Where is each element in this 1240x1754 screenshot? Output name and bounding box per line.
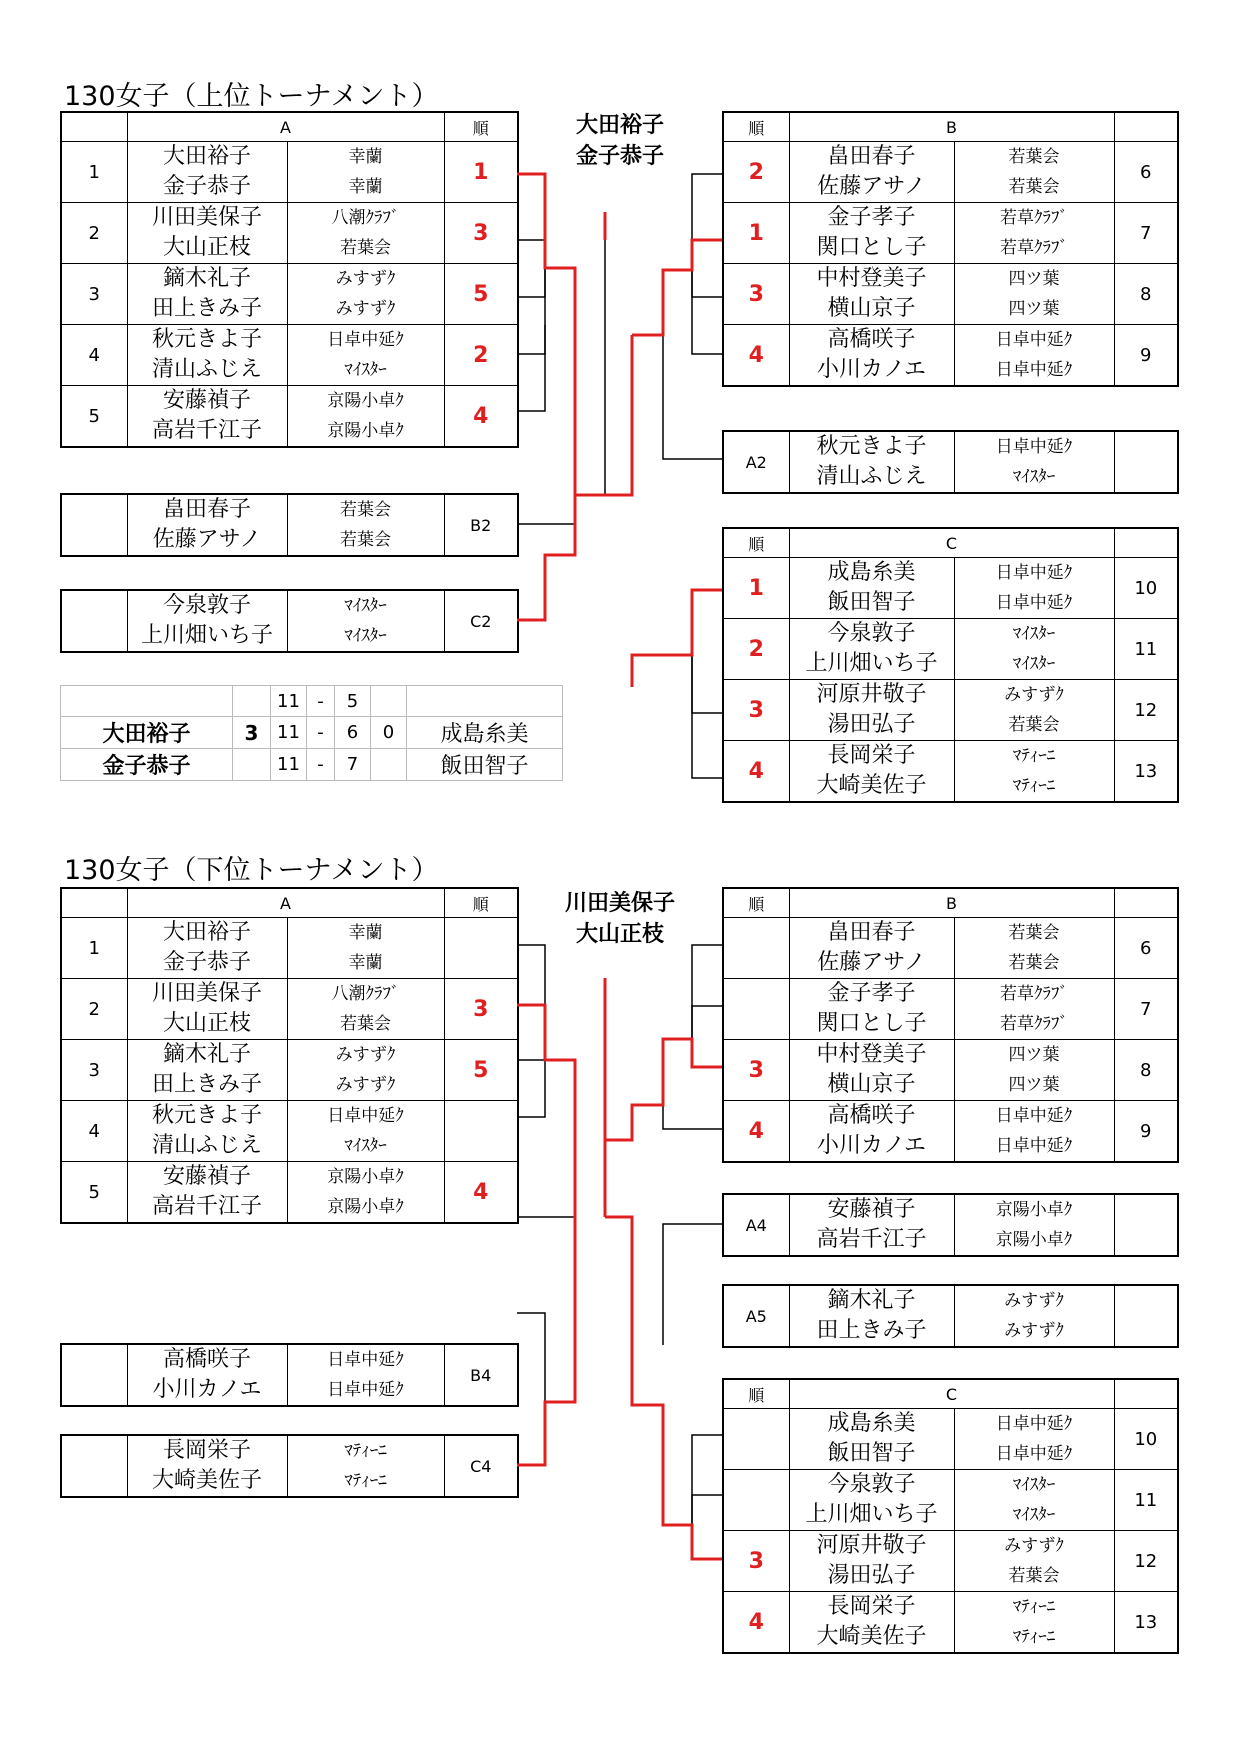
club-name: 若草ｸﾗﾌﾞ bbox=[1000, 208, 1068, 228]
club-name: みすずｸ bbox=[1004, 1536, 1064, 1556]
entry-number: 1 bbox=[61, 918, 127, 979]
rank-value: 4 bbox=[723, 325, 789, 387]
player-name: 金子恭子 bbox=[162, 950, 251, 975]
seed-label: B4 bbox=[444, 1344, 518, 1406]
group-header: A bbox=[127, 888, 444, 918]
bracket-line bbox=[692, 945, 722, 1039]
bracket-line bbox=[517, 1313, 575, 1402]
club-name: 京陽小卓ｸ bbox=[327, 1197, 404, 1217]
player-name: 鏑木礼子 bbox=[162, 266, 251, 291]
rank-value: 3 bbox=[723, 680, 789, 741]
player-name: 佐藤アサノ bbox=[817, 174, 926, 199]
winner-path bbox=[517, 174, 632, 495]
entry-number: 8 bbox=[1114, 1040, 1178, 1101]
player-name: 大山正枝 bbox=[162, 235, 251, 260]
bracket-line bbox=[517, 268, 545, 297]
bracket-line bbox=[692, 240, 722, 297]
rank-header: 順 bbox=[444, 888, 518, 918]
club-name: 日卓中延ｸ bbox=[327, 330, 404, 350]
rank-value: 1 bbox=[723, 558, 789, 619]
club-name: ﾏｲｽﾀｰ bbox=[344, 596, 387, 616]
player-name: 秋元きよ子 bbox=[816, 434, 927, 459]
upper-title: 130女子（上位トーナメント） bbox=[64, 81, 439, 112]
club-name: 日卓中延ｸ bbox=[327, 1106, 404, 1126]
entry-number: 13 bbox=[1114, 741, 1178, 803]
club-name: みすずｸ bbox=[1004, 1321, 1064, 1341]
club-name: 若草ｸﾗﾌﾞ bbox=[1000, 984, 1068, 1004]
club-name: 日卓中延ｸ bbox=[995, 1414, 1073, 1434]
game-score: 11 bbox=[271, 717, 307, 749]
bracket-line bbox=[517, 1009, 545, 1060]
rank-header: 順 bbox=[723, 888, 789, 918]
player-name: 今泉敦子 bbox=[827, 621, 916, 646]
winner-name: 大山正枝 bbox=[575, 922, 664, 947]
player-name: 大崎美佐子 bbox=[816, 773, 927, 798]
bracket-line bbox=[517, 212, 545, 240]
player-name: 上川畑いち子 bbox=[140, 623, 273, 648]
club-name: 幸蘭 bbox=[348, 177, 383, 197]
club-name: 若葉会 bbox=[1008, 715, 1060, 735]
player-name: 大崎美佐子 bbox=[816, 1624, 927, 1649]
entry-number: 7 bbox=[1114, 203, 1178, 264]
player-name: 成島糸美 bbox=[827, 1411, 916, 1436]
winner-path bbox=[632, 240, 722, 335]
entry-number: 6 bbox=[1114, 918, 1178, 979]
entry-number: 11 bbox=[1114, 1470, 1178, 1531]
club-name: ﾏﾃｨｰﾆ bbox=[1012, 1627, 1056, 1647]
rank-value: 4 bbox=[723, 741, 789, 803]
club-name: 幸蘭 bbox=[348, 147, 383, 167]
club-name: ﾏﾃｨｰﾆ bbox=[1012, 776, 1056, 796]
player-name: 清山ふじえ bbox=[151, 1133, 262, 1158]
club-name: ﾏｲｽﾀｰ bbox=[1012, 467, 1056, 487]
entry-number: 6 bbox=[1114, 142, 1178, 203]
club-name: ﾏｲｽﾀｰ bbox=[344, 1136, 387, 1156]
player-name: 高橋咲子 bbox=[162, 1347, 251, 1372]
bracket-line bbox=[663, 1105, 722, 1129]
player-name: 秋元きよ子 bbox=[151, 327, 262, 352]
seed-label: A4 bbox=[723, 1194, 789, 1256]
game-score: 6 bbox=[335, 717, 371, 749]
game-score: 7 bbox=[335, 749, 371, 781]
club-name: 日卓中延ｸ bbox=[327, 1380, 404, 1400]
lower-title: 130女子（下位トーナメント） bbox=[64, 855, 439, 886]
rank-value: 3 bbox=[723, 1531, 789, 1592]
club-name: ﾏｲｽﾀｰ bbox=[1012, 1505, 1056, 1525]
rank-value: 5 bbox=[444, 264, 518, 325]
entry-number: 7 bbox=[1114, 979, 1178, 1040]
rank-value: 4 bbox=[723, 1592, 789, 1654]
club-name: ﾏﾃｨｰﾆ bbox=[1012, 746, 1056, 766]
bracket-line bbox=[517, 1009, 545, 1117]
club-name: 若葉会 bbox=[1008, 1566, 1060, 1586]
player-name: 関口とし子 bbox=[816, 235, 927, 260]
bracket-line bbox=[692, 1495, 722, 1525]
player-name: 高岩千江子 bbox=[151, 1194, 262, 1219]
game-score: 5 bbox=[335, 686, 371, 717]
rank-value: 2 bbox=[723, 142, 789, 203]
club-name: 四ツ葉 bbox=[1008, 299, 1060, 319]
player-name: 佐藤アサノ bbox=[817, 950, 926, 975]
player-name: 大田裕子 bbox=[162, 920, 251, 945]
player-name: 湯田弘子 bbox=[827, 1563, 916, 1588]
rank-value: 5 bbox=[444, 1040, 518, 1101]
player-name: 高岩千江子 bbox=[151, 418, 262, 443]
seed-label: B2 bbox=[444, 494, 518, 556]
entry-number: 12 bbox=[1114, 1531, 1178, 1592]
club-name: 四ツ葉 bbox=[1008, 269, 1060, 289]
player-name: 成島糸美 bbox=[827, 560, 916, 585]
club-name: 日卓中延ｸ bbox=[995, 437, 1073, 457]
winner-path bbox=[517, 1217, 575, 1465]
player-name: 畠田春子 bbox=[162, 497, 251, 522]
bracket-line bbox=[517, 268, 545, 411]
club-name: 八潮ｸﾗﾌﾞ bbox=[331, 984, 400, 1004]
player-name: 河原井敬子 bbox=[816, 1533, 927, 1558]
club-name: 幸蘭 bbox=[348, 923, 383, 943]
club-name: 京陽小卓ｸ bbox=[995, 1200, 1073, 1220]
bracket-line bbox=[517, 325, 545, 354]
player-name: 佐藤アサノ bbox=[152, 527, 262, 552]
club-name: みすずｸ bbox=[335, 299, 396, 319]
entry-number: 4 bbox=[61, 325, 127, 386]
rank-value: 3 bbox=[723, 1040, 789, 1101]
club-name: みすずｸ bbox=[1004, 1291, 1064, 1311]
player-name: 大田裕子 bbox=[162, 144, 251, 169]
club-name: 若葉会 bbox=[340, 500, 391, 520]
club-name: ﾏｲｽﾀｰ bbox=[1012, 1475, 1056, 1495]
rank-value: 4 bbox=[444, 386, 518, 448]
player-name: 安藤禎子 bbox=[827, 1197, 916, 1222]
left-sets: 3 bbox=[233, 717, 271, 749]
game-score: 11 bbox=[271, 686, 307, 717]
bracket-line bbox=[692, 1006, 722, 1039]
player-name: 今泉敦子 bbox=[827, 1472, 916, 1497]
club-name: ﾏｲｽﾀｰ bbox=[344, 626, 387, 646]
entry-number: 10 bbox=[1114, 1409, 1178, 1470]
club-name: 四ツ葉 bbox=[1008, 1075, 1060, 1095]
rank-header: 順 bbox=[723, 112, 789, 142]
player-name: 清山ふじえ bbox=[151, 357, 262, 382]
player-name: 関口とし子 bbox=[816, 1011, 927, 1036]
club-name: みすずｸ bbox=[1004, 685, 1064, 705]
rank-value: 2 bbox=[444, 325, 518, 386]
score-opponent-name: 飯田智子 bbox=[407, 749, 563, 781]
player-name: 上川畑いち子 bbox=[805, 651, 938, 676]
club-name: ﾏﾃｨｰﾆ bbox=[344, 1441, 387, 1461]
group-header: A bbox=[127, 112, 444, 142]
player-name: 田上きみ子 bbox=[151, 1072, 262, 1097]
club-name: ﾏﾃｨｰﾆ bbox=[344, 1471, 387, 1491]
club-name: 若草ｸﾗﾌﾞ bbox=[1000, 238, 1068, 258]
player-name: 中村登美子 bbox=[816, 266, 927, 291]
player-name: 小川カノエ bbox=[817, 1133, 926, 1158]
club-name: 日卓中延ｸ bbox=[995, 360, 1073, 380]
bracket-line bbox=[692, 1435, 722, 1525]
bracket-line bbox=[692, 655, 722, 778]
club-name: ﾏｲｽﾀｰ bbox=[1012, 624, 1056, 644]
seed-label: C2 bbox=[444, 590, 518, 652]
winner-name: 金子恭子 bbox=[575, 144, 664, 169]
club-name: みすずｸ bbox=[335, 269, 396, 289]
club-name: 京陽小卓ｸ bbox=[995, 1230, 1073, 1250]
club-name: 若葉会 bbox=[340, 530, 391, 550]
score-player-name: 金子恭子 bbox=[61, 749, 233, 781]
group-header: B bbox=[789, 888, 1114, 918]
entry-number: 1 bbox=[61, 142, 127, 203]
game-dash: - bbox=[307, 749, 335, 781]
player-name: 安藤禎子 bbox=[162, 1164, 251, 1189]
rank-value: 1 bbox=[723, 203, 789, 264]
player-name: 飯田智子 bbox=[827, 590, 916, 615]
player-name: 小川カノエ bbox=[152, 1377, 262, 1402]
player-name: 金子孝子 bbox=[827, 205, 916, 230]
club-name: 若葉会 bbox=[340, 1014, 391, 1034]
player-name: 川田美保子 bbox=[151, 205, 262, 230]
game-dash: - bbox=[307, 717, 335, 749]
entry-number: 10 bbox=[1114, 558, 1178, 619]
club-name: 日卓中延ｸ bbox=[995, 330, 1073, 350]
entry-number: 5 bbox=[61, 1162, 127, 1224]
entry-number: 13 bbox=[1114, 1592, 1178, 1654]
player-name: 横山京子 bbox=[827, 296, 916, 321]
player-name: 長岡栄子 bbox=[162, 1438, 251, 1463]
entry-number: 3 bbox=[61, 264, 127, 325]
rank-value: 2 bbox=[723, 619, 789, 680]
player-name: 田上きみ子 bbox=[151, 296, 262, 321]
group-header: C bbox=[789, 528, 1114, 558]
rank-value: 3 bbox=[444, 203, 518, 264]
player-name: 河原井敬子 bbox=[816, 682, 927, 707]
player-name: 鏑木礼子 bbox=[827, 1288, 916, 1313]
player-name: 畠田春子 bbox=[827, 144, 916, 169]
bracket-line bbox=[663, 1224, 722, 1345]
winner-path bbox=[517, 495, 575, 620]
player-name: 高橋咲子 bbox=[827, 327, 916, 352]
rank-value: 4 bbox=[723, 1101, 789, 1163]
score-opponent-name: 成島糸美 bbox=[407, 717, 563, 749]
player-name: 大崎美佐子 bbox=[151, 1468, 262, 1493]
player-name: 長岡栄子 bbox=[827, 743, 916, 768]
club-name: ﾏｲｽﾀｰ bbox=[1012, 654, 1056, 674]
entry-number: 9 bbox=[1114, 1101, 1178, 1163]
player-name: 小川カノエ bbox=[817, 357, 926, 382]
club-name: 日卓中延ｸ bbox=[327, 1350, 404, 1370]
bracket-line bbox=[517, 1217, 575, 1402]
club-name: 四ツ葉 bbox=[1008, 1045, 1060, 1065]
rank-value: 3 bbox=[723, 264, 789, 325]
entry-number: 3 bbox=[61, 1040, 127, 1101]
rank-header: 順 bbox=[723, 528, 789, 558]
rank-value: 3 bbox=[444, 979, 518, 1040]
seed-label: A5 bbox=[723, 1285, 789, 1347]
entry-number: 2 bbox=[61, 203, 127, 264]
game-dash: - bbox=[307, 686, 335, 717]
player-name: 清山ふじえ bbox=[816, 464, 927, 489]
club-name: ﾏﾃｨｰﾆ bbox=[1012, 1597, 1056, 1617]
club-name: 若葉会 bbox=[1008, 177, 1060, 197]
player-name: 上川畑いち子 bbox=[805, 1502, 938, 1527]
player-name: 金子恭子 bbox=[162, 174, 251, 199]
club-name: 若草ｸﾗﾌﾞ bbox=[1000, 1014, 1068, 1034]
entry-number: 8 bbox=[1114, 264, 1178, 325]
club-name: ﾏｲｽﾀｰ bbox=[344, 360, 387, 380]
player-name: 今泉敦子 bbox=[162, 593, 251, 618]
player-name: 金子孝子 bbox=[827, 981, 916, 1006]
player-name: 高橋咲子 bbox=[827, 1103, 916, 1128]
club-name: 若葉会 bbox=[340, 238, 391, 258]
entry-number: 9 bbox=[1114, 325, 1178, 387]
club-name: 若葉会 bbox=[1008, 923, 1060, 943]
player-name: 大山正枝 bbox=[162, 1011, 251, 1036]
player-name: 川田美保子 bbox=[151, 981, 262, 1006]
player-name: 鏑木礼子 bbox=[162, 1042, 251, 1067]
bracket-line bbox=[692, 655, 722, 713]
score-player-name: 大田裕子 bbox=[61, 717, 233, 749]
player-name: 高岩千江子 bbox=[816, 1227, 927, 1252]
winner-path bbox=[517, 1005, 575, 1217]
player-name: 湯田弘子 bbox=[827, 712, 916, 737]
club-name: 若葉会 bbox=[1008, 953, 1060, 973]
player-name: 安藤禎子 bbox=[162, 388, 251, 413]
winner-name: 大田裕子 bbox=[575, 113, 664, 138]
rank-header: 順 bbox=[444, 112, 518, 142]
player-name: 田上きみ子 bbox=[816, 1318, 927, 1343]
entry-number: 12 bbox=[1114, 680, 1178, 741]
club-name: 日卓中延ｸ bbox=[995, 593, 1073, 613]
club-name: 日卓中延ｸ bbox=[995, 563, 1073, 583]
game-score: 11 bbox=[271, 749, 307, 781]
club-name: 若葉会 bbox=[1008, 147, 1060, 167]
rank-header: 順 bbox=[723, 1379, 789, 1409]
rank-value: 4 bbox=[444, 1162, 518, 1224]
winner-name: 川田美保子 bbox=[564, 891, 675, 916]
entry-number: 5 bbox=[61, 386, 127, 448]
seed-label: A2 bbox=[723, 431, 789, 493]
club-name: 京陽小卓ｸ bbox=[327, 391, 404, 411]
entry-number: 2 bbox=[61, 979, 127, 1040]
bracket-line bbox=[517, 945, 545, 1009]
club-name: みすずｸ bbox=[335, 1045, 396, 1065]
club-name: 八潮ｸﾗﾌﾞ bbox=[331, 208, 400, 228]
seed-label: C4 bbox=[444, 1435, 518, 1497]
group-header: B bbox=[789, 112, 1114, 142]
player-name: 秋元きよ子 bbox=[151, 1103, 262, 1128]
winner-path bbox=[632, 590, 722, 687]
player-name: 中村登美子 bbox=[816, 1042, 927, 1067]
club-name: 京陽小卓ｸ bbox=[327, 421, 404, 441]
entry-number: 4 bbox=[61, 1101, 127, 1162]
club-name: 日卓中延ｸ bbox=[995, 1136, 1073, 1156]
bracket-line bbox=[517, 495, 575, 524]
bracket-line bbox=[692, 174, 722, 240]
player-name: 長岡栄子 bbox=[827, 1594, 916, 1619]
club-name: 日卓中延ｸ bbox=[995, 1106, 1073, 1126]
player-name: 横山京子 bbox=[827, 1072, 916, 1097]
group-header: C bbox=[789, 1379, 1114, 1409]
club-name: 京陽小卓ｸ bbox=[327, 1167, 404, 1187]
club-name: 日卓中延ｸ bbox=[995, 1444, 1073, 1464]
player-name: 飯田智子 bbox=[827, 1441, 916, 1466]
right-sets: 0 bbox=[371, 717, 407, 749]
club-name: みすずｸ bbox=[335, 1075, 396, 1095]
entry-number: 11 bbox=[1114, 619, 1178, 680]
player-name: 畠田春子 bbox=[827, 920, 916, 945]
club-name: 幸蘭 bbox=[348, 953, 383, 973]
rank-value: 1 bbox=[444, 142, 518, 203]
